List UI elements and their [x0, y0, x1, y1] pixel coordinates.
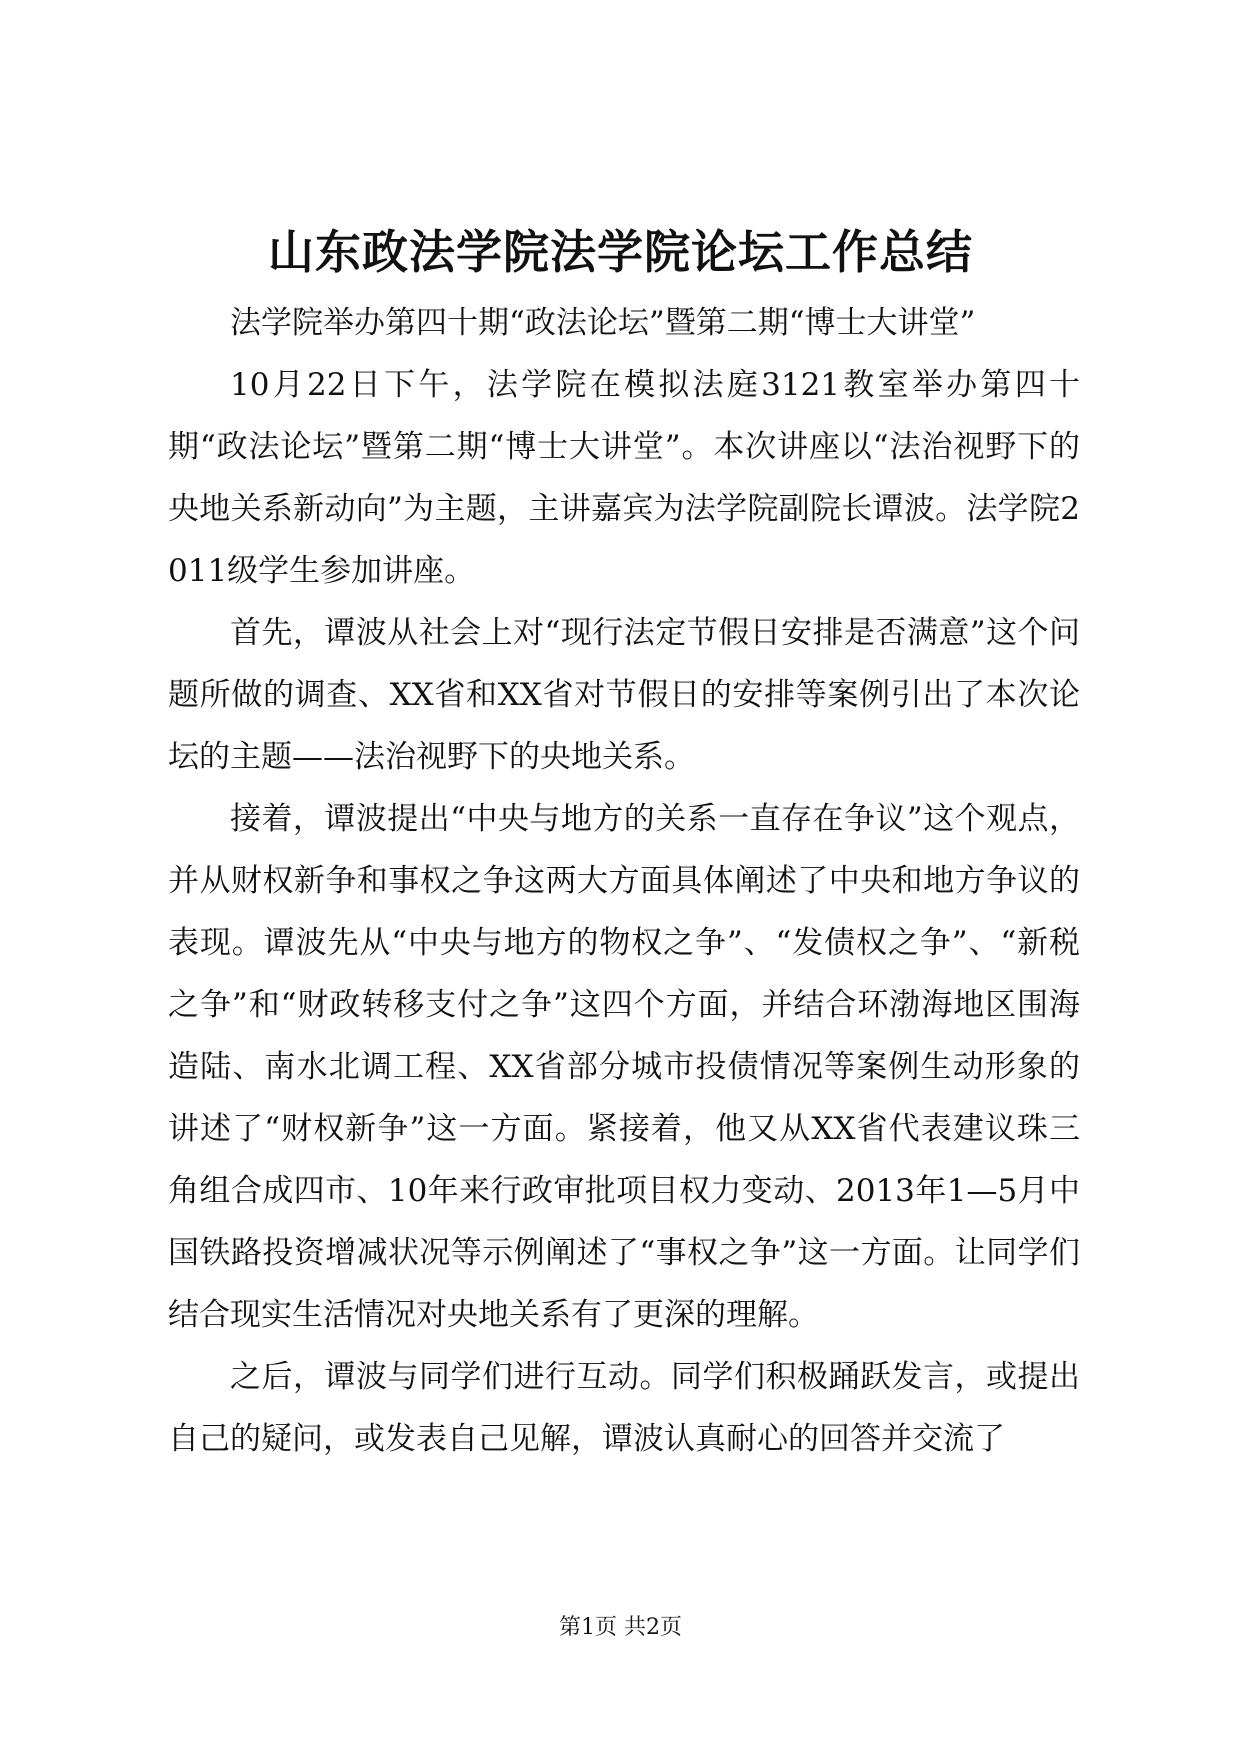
document-title: 山东政法学院法学院论坛工作总结	[268, 225, 973, 279]
paragraph-first: 首先，谭波从社会上对“现行法定节假日安排是否满意”这个问题所做的调查、XX省和XX省对节假日的安排等案例引出了本次论坛的主题——法治视野下的央地关系。	[168, 615, 1080, 775]
page-footer: 第1页 共2页	[559, 1615, 682, 1640]
paragraph-second: 接着，谭波提出“中央与地方的关系一直存在争议”这个观点，并从财权新争和事权之争这两大方面具体阐述了中央和地方争议的表现。谭波先从“中央与地方的物权之争”、“发债权之争”、“新税之争”和“财政转移支付之争”这四个方面，并结合环渤海地区围海造陆、南水北调工程、XX省部分城市投债情况等案例生动形象的讲述了“财权新争”这一方面。紧接着，他又从XX省代表建议珠三角组合成四市、10年来行政审批项目权力变动、2013年1—5月中国铁路投资增减状况等示例阐述了“事权之争”这一方面。让同学们结合现实生活情况对央地关系有了更深的理解。	[168, 801, 1080, 1333]
paragraph-heading: 法学院举办第四十期“政法论坛”暨第二期“博士大讲堂”	[230, 305, 976, 341]
document-body	[168, 292, 1080, 1470]
paragraph-third: 之后，谭波与同学们进行互动。同学们积极踊跃发言，或提出自己的疑问，或发表自己见解，谭波认真耐心的回答并交流了	[168, 1359, 1080, 1457]
paragraph-intro: 10月22日下午，法学院在模拟法庭3121教室举办第四十期“政法论坛”暨第二期“博士大讲堂”。本次讲座以“法治视野下的央地关系新动向”为主题，主讲嘉宾为法学院副院长谭波。法学院2011级学生参加讲座。	[168, 367, 1080, 589]
